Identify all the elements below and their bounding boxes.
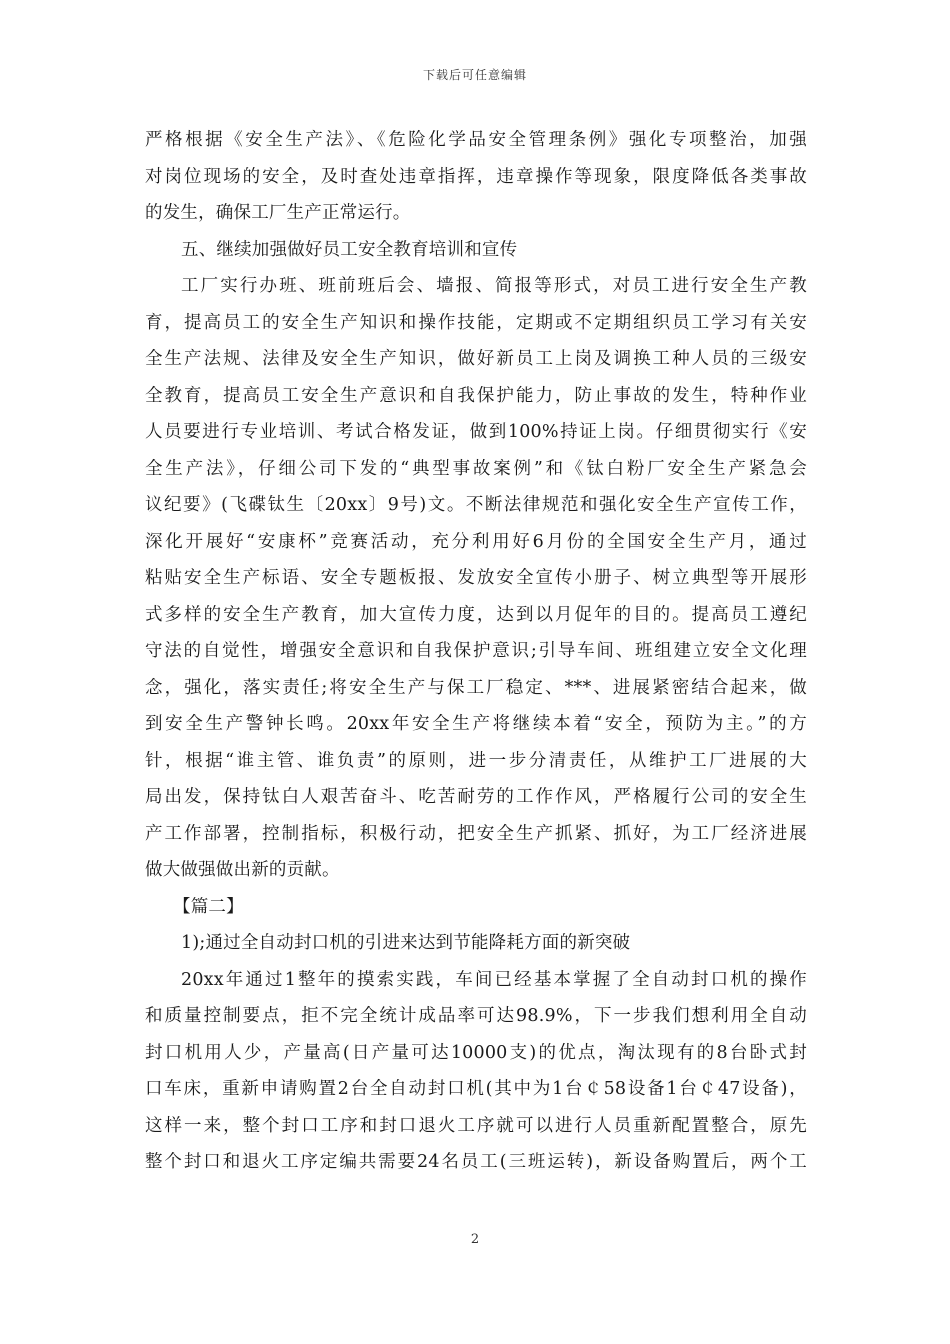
text-line: 全生产法》，仔细公司下发的“典型事故案例”和《钛白粉厂安全生产紧急会 (145, 458, 807, 479)
section-heading: 五、继续加强做好员工安全教育培训和宣传 (181, 239, 518, 260)
text-line: 局出发，保持钛白人艰苦奋斗、吃苦耐劳的工作作风，严格履行公司的安全生 (145, 787, 807, 807)
text-line: 育，提高员工的安全生产知识和操作技能，定期或不定期组织员工学习有关安 (145, 312, 807, 333)
text-line: 全教育，提高员工安全生产意识和自我保护能力，防止事故的发生，特种作业 (145, 385, 807, 406)
text-line: 守法的自觉性，增强安全意识和自我保护意识;引导车间、班组建立安全文化理 (145, 641, 807, 661)
text-line: 这样一来，整个封口工序和封口退火工序就可以进行人员重新配置整合，原先 (145, 1115, 807, 1136)
document-body (145, 122, 807, 1181)
text-line: 严格根据《安全生产法》、《危险化学品安全管理条例》强化专项整治，加强 (145, 130, 807, 150)
text-line: 产工作部署，控制指标，积极行动，把安全生产抓紧、抓好，为工厂经济进展 (145, 823, 807, 844)
text-line: 整个封口和退火工序定编共需要24名员工(三班运转)，新设备购置后，两个工 (145, 1152, 807, 1172)
text-line: 到安全生产警钟长鸣。20xx年安全生产将继续本着“安全，预防为主。”的方 (145, 714, 807, 734)
text-line: 深化开展好“安康杯”竞赛活动，充分利用好6月份的全国安全生产月，通过 (145, 531, 807, 552)
text-line: 20xx年通过1整年的摸索实践，车间已经基本掌握了全自动封口机的操作 (181, 969, 807, 990)
text-line: 对岗位现场的安全，及时查处违章指挥，违章操作等现象，限度降低各类事故 (145, 166, 807, 187)
text-line: 全生产法规、法律及安全生产知识，做好新员工上岗及调换工种人员的三级安 (145, 349, 807, 369)
page-header: 下载后可任意编辑 (422, 68, 527, 82)
text-line: 做大做强做出新的贡献。 (145, 860, 340, 880)
text-line: 口车床，重新申请购置2台全自动封口机(其中为1台￠58设备1台￠47设备)， (145, 1079, 807, 1099)
text-line: 针，根据“谁主管、谁负责”的原则，进一步分清责任，从维护工厂进展的大 (145, 750, 807, 771)
text-line: 和质量控制要点，拒不完全统计成品率可达98.9%，下一步我们想利用全自动 (145, 1006, 807, 1026)
text-line: 封口机用人少，产量高(日产量可达10000支)的优点，淘汰现有的8台卧式封 (145, 1042, 807, 1063)
text-line: 念，强化，落实责任;将安全生产与保工厂稳定、***、进展紧密结合起来，做 (145, 677, 807, 698)
section-heading: 【篇二】 (173, 896, 244, 917)
text-line: 粘贴安全生产标语、安全专题板报、发放安全宣传小册子、树立典型等开展形 (145, 568, 807, 588)
text-line: 议纪要》(飞碟钛生〔20xx〕9号)文。不断法律规范和强化安全生产宣传工作， (145, 495, 807, 515)
page-number: 2 (470, 1232, 480, 1247)
text-line: 的发生，确保工厂生产正常运行。 (145, 203, 411, 223)
text-line: 人员要进行专业培训、考试合格发证，做到100%持证上岗。仔细贯彻实行《安 (145, 422, 807, 442)
text-line: 式多样的安全生产教育，加大宣传力度，达到以月促年的目的。提高员工遵纪 (145, 604, 807, 625)
subsection-heading: 1);通过全自动封口机的引进来达到节能降耗方面的新突破 (181, 933, 631, 953)
text-line: 工厂实行办班、班前班后会、墙报、简报等形式，对员工进行安全生产教 (181, 276, 807, 296)
